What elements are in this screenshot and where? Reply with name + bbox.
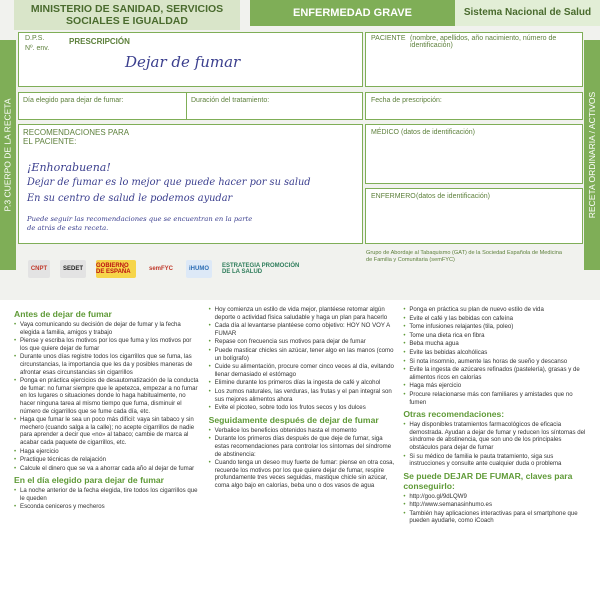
estrategia-logo: ESTRATEGIA PROMOCIÓN DE LA SALUD: [222, 263, 300, 275]
list-item: • También hay aplicaciones interactivas para el smartphone que pueden ayudarle, como iCoach: [403, 510, 590, 525]
link-goo[interactable]: • http://goo.gl/9dLQW9: [403, 493, 590, 501]
grupo-label: Grupo de Abordaje al Tabaquismo (GAT) de la Sociedad Española de Medicina de Familia y Comunitaria (semFYC): [366, 250, 563, 263]
list-item: • Repase con frecuencia sus motivos para dejar de fumar: [209, 338, 396, 346]
enfermedad-grave-label: ENFERMEDAD GRAVE: [250, 0, 455, 26]
list-item: • Hoy comienza un estilo de vida mejor, plantéese retomar algún deporte o actividad física saludable y haga un plan para hacerlo: [209, 306, 396, 321]
enfermero-box: [365, 188, 583, 244]
side-label-right: RECETA ORDINARIA / ACTIVOS: [584, 40, 600, 270]
list-item: • Evite las bebidas alcohólicas: [403, 349, 590, 357]
list-item: • Practique técnicas de relajación: [14, 456, 201, 464]
list-item: • Cuando tenga un deseo muy fuerte de fumar: piense en otra cosa, recuerde los motivos por los que quiere dejar de fumar, respire profundamente tres veces seguidas, mastique chicle sin azúcar, coma algo bajo en calorías, beba uno o dos vasos de agua: [209, 459, 396, 489]
heading-despues: Seguidamente después de dejar de fumar: [208, 414, 379, 425]
dps-label: D.P.S.: [25, 35, 45, 42]
logo-strip: [28, 258, 368, 280]
column-3: [403, 306, 590, 600]
list-item: • Piense y escriba los motivos por los que fuma y los motivos por los que quiere dejar de fumar: [14, 337, 201, 352]
paciente-label: PACIENTE: [371, 35, 406, 42]
sedet-logo: SEDET: [60, 260, 86, 278]
list-item: • Calcule el dinero que se va a ahorrar cada año al dejar de fumar: [14, 465, 201, 473]
semfyc-logo: semFYC: [148, 266, 173, 272]
list-item: • Tome una dieta rica en fibra: [403, 332, 590, 340]
header: [0, 0, 600, 30]
list-item: • Durante unos días registre todos los cigarrillos que se fuma, las circunstancias, la importancia que les da y posibles maneras de afrontar esas circunstancias sin cigarrillos: [14, 353, 201, 376]
list-item: • Evite el picoteo, sobre todo los frutos secos y los dulces: [209, 404, 396, 412]
column-2: [209, 306, 396, 600]
list-item: • Si su médico de familia le pauta tratamiento, siga sus instrucciones y consulte ante cualquier duda o problema: [403, 453, 590, 468]
enhorabuena-text: ¡Enhorabuena!: [27, 161, 111, 174]
list-item: • Hay disponibles tratamientos farmacológicos de eficacia demostrada. Ayudan a dejar de fumar y reducen los síntomas del síndrome de abstinencia, que son uno de los principales obstáculos para dejar de fumar: [403, 421, 590, 451]
prescripcion-box: [18, 32, 363, 87]
medico-hint: (datos de identificación): [401, 129, 475, 136]
list-despues: [209, 427, 396, 490]
list-item: • Verbalice los beneficios obtenidos hasta el momento: [209, 427, 396, 435]
duracion-label: Duración del tratamiento:: [191, 97, 270, 104]
column-1: [14, 306, 201, 600]
nenv-label: Nº. env.: [25, 45, 50, 52]
duracion-box: [186, 92, 363, 120]
list-otras: [403, 421, 590, 468]
ministerio-label: MINISTERIO DE SANIDAD, SERVICIOS SOCIALES E IGUALDAD: [14, 0, 240, 30]
list-item: • Ponga en práctica su plan de nuevo estilo de vida: [403, 306, 590, 314]
mejor-text: Dejar de fumar es lo mejor que puede hacer por su salud: [27, 177, 311, 188]
centro-text: En su centro de salud le podemos ayudar: [27, 193, 233, 204]
recomendaciones-label: RECOMENDACIONES PARA EL PACIENTE:: [23, 128, 129, 146]
list-item: • Beba mucha agua: [403, 340, 590, 348]
list-item: • Durante los primeros días después de que deje de fumar, siga estas recomendaciones para controlar los síntomas del síndrome de abstinencia:: [209, 435, 396, 458]
prescripcion-label: PRESCRIPCIÓN: [69, 37, 130, 46]
side-label-left: P.3 CUERPO DE LA RECETA: [0, 40, 16, 270]
list-antes: [14, 321, 201, 472]
list-item: • Vaya comunicando su decisión de dejar de fumar y la fecha elegida a familia, amigos y trabajo: [14, 321, 201, 336]
list-dia-continued: [209, 306, 396, 412]
list-dia-elegido: [14, 487, 201, 511]
heading-dia-elegido: En el día elegido para dejar de fumar: [14, 475, 164, 486]
list-item: • Haga más ejercicio: [403, 382, 590, 390]
heading-antes: Antes de dejar de fumar: [14, 309, 112, 319]
recommendations-section: [0, 300, 600, 600]
dia-box: [18, 92, 188, 120]
list-item: • Evite la ingesta de azúcares refinados (pastelería), grasas y de alimentos ricos en calorías: [403, 366, 590, 381]
fecha-box: [365, 92, 583, 120]
list-item: • Haga que fumar le sea un poco más difícil: vaya sin tabaco y sin mechero (cuando salga a la calle); no acepte cigarrillos de nadie para aprender a decir que «no» al tabaco; cambie de marca al acabar cada paquete de cigarrillos, etc.: [14, 416, 201, 446]
list-item: • Si nota insomnio, aumente las horas de sueño y descanso: [403, 358, 590, 366]
puede-text: Puede seguir las recomendaciones que se encuentran en la parte de atrás de esta receta.: [27, 215, 253, 232]
medico-box: [365, 124, 583, 184]
list-claves: [403, 493, 590, 525]
list-item: • Cuide su alimentación, procure comer cinco veces al día, evitando llenar demasiado el estómago: [209, 363, 396, 378]
list-item: • Evite el café y las bebidas con cafeína: [403, 315, 590, 323]
enfermero-label: ENFERMERO: [371, 193, 416, 200]
dia-label: Día elegido para dejar de fumar:: [23, 97, 124, 104]
list-despues-continued: [403, 306, 590, 406]
list-item: • Ponga en práctica ejercicios de desautomatización de la conducta de fumar: no fumar siempre que le apetezca, empezar a no fumar en los lugares o situaciones donde lo haga habitualmente, no hacer ninguna tarea al mismo tiempo que fuma, disminuir el número de cigarrillos que se fume cada día, etc.: [14, 377, 201, 415]
paciente-hint: (nombre, apellidos, año nacimiento, número de identificación): [410, 35, 557, 49]
link-semanasinhumo[interactable]: • http://www.semanasinhumo.es: [403, 501, 590, 509]
list-item: • Cada día al levantarse plantéese como objetivo: HOY NO VOY A FUMAR: [209, 322, 396, 337]
list-item: • Esconda ceniceros y mecheros: [14, 503, 201, 511]
list-item: • Procure relacionarse más con familiares y amistades que no fumen: [403, 391, 590, 406]
fecha-label: Fecha de prescripción:: [371, 97, 442, 104]
heading-claves: Se puede DEJAR DE FUMAR, claves para conseguirlo:: [403, 470, 573, 491]
gobierno-logo: GOBIERNO DE ESPAÑA: [96, 260, 136, 278]
heading-otras: Otras recomendaciones:: [403, 409, 505, 420]
list-item: • Los zumos naturales, las verduras, las frutas y el pan integral son sus mejores alimentos ahora: [209, 388, 396, 403]
list-item: • Puede masticar chicles sin azúcar, tener algo en las manos (como un bolígrafo): [209, 347, 396, 362]
paciente-box: [365, 32, 583, 87]
list-item: • Elimine durante los primeros días la ingesta de café y alcohol: [209, 379, 396, 387]
list-item: • Tome infusiones relajantes (tila, poleo): [403, 323, 590, 331]
ihumo-logo: iHUMO: [186, 260, 212, 278]
sistema-salud-label: Sistema Nacional de Salud: [455, 0, 600, 26]
list-item: • Haga ejercicio: [14, 448, 201, 456]
prescripcion-value: Dejar de fumar: [125, 53, 241, 71]
recomendaciones-box: [18, 124, 363, 244]
enfermero-hint: (datos de identificación): [416, 193, 490, 200]
list-item: • La noche anterior de la fecha elegida, tire todos los cigarrillos que le queden: [14, 487, 201, 502]
medico-label: MÉDICO: [371, 129, 399, 136]
cnpt-logo: CNPT: [28, 260, 50, 278]
